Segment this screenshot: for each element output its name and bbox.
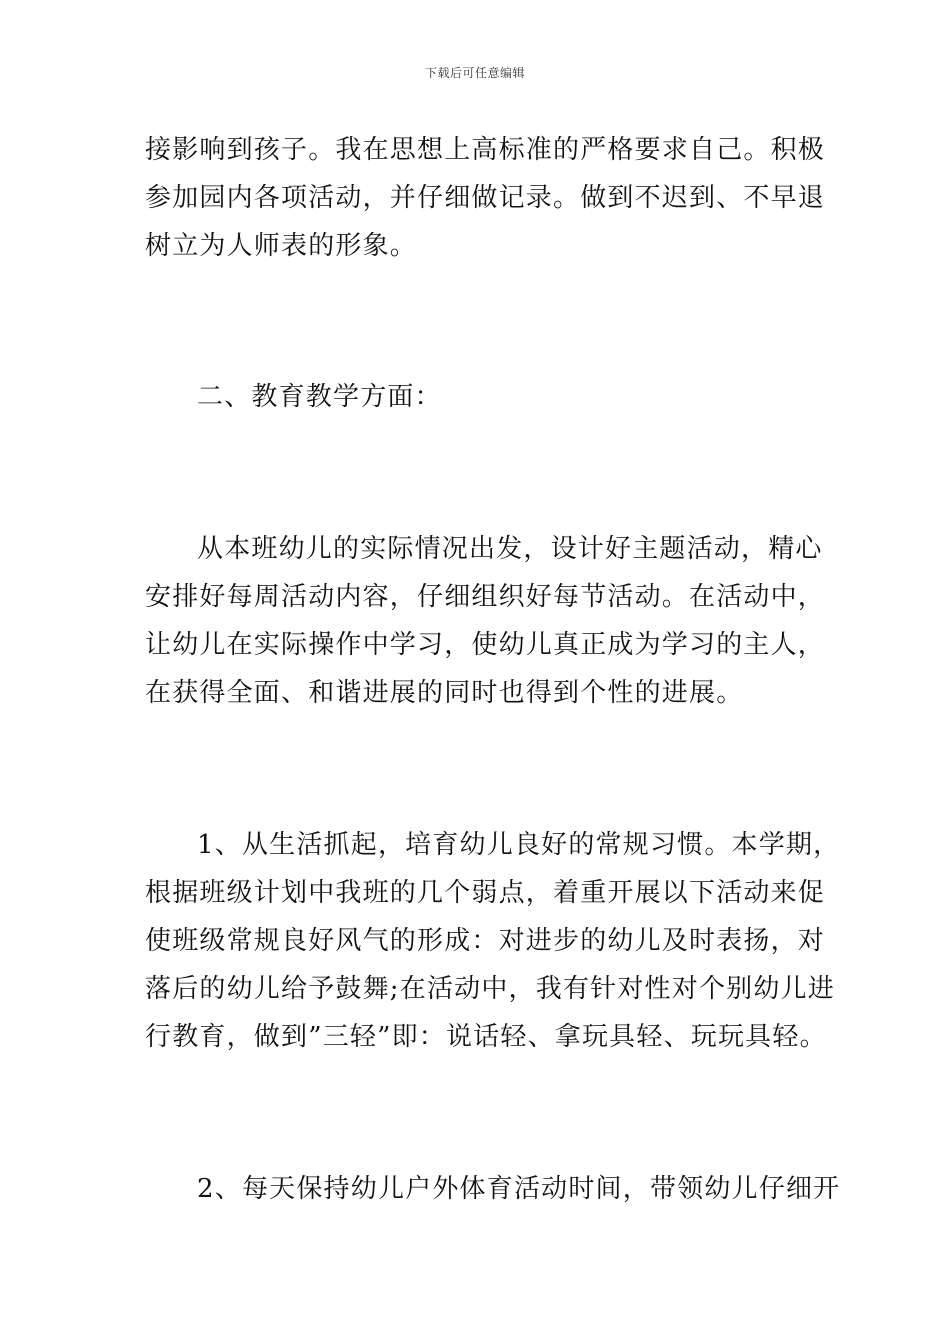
paragraph-line: 2、每天保持幼儿户外体育活动时间，带领幼儿仔细开 [197, 1174, 841, 1204]
paragraph-2 [145, 525, 826, 717]
paragraph-3 [145, 821, 841, 1061]
paragraph-line: 参加园内各项活动，并仔细做记录。做到不迟到、不早退 [145, 183, 826, 213]
paragraph-line: 行教育，做到”三轻”即：说话轻、拿玩具轻、玩玩具轻。 [145, 1022, 827, 1052]
section-heading-text: 二、教育教学方面： [197, 382, 442, 412]
paragraph-line: 让幼儿在实际操作中学习，使幼儿真正成为学习的主人， [145, 630, 826, 660]
paragraph-1 [145, 126, 826, 270]
paragraph-line: 根据班级计划中我班的几个弱点，着重开展以下活动来促 [145, 878, 826, 908]
paragraph-line: 接影响到孩子。我在思想上高标准的严格要求自己。积极 [145, 135, 826, 165]
paragraph-line: 在获得全面、和谐进展的同时也得到个性的进展。 [145, 678, 744, 708]
paragraph-line: 1、从生活抓起，培育幼儿良好的常规习惯。本学期， [197, 830, 841, 860]
paragraph-line: 落后的幼儿给予鼓舞;在活动中，我有针对性对个别幼儿进 [145, 974, 835, 1004]
paragraph-line: 安排好每周活动内容，仔细组织好每节活动。在活动中， [145, 582, 826, 612]
page-header: 下载后可任意编辑 [424, 66, 525, 80]
section-heading-teaching [145, 373, 810, 421]
paragraph-line: 从本班幼儿的实际情况出发，设计好主题活动，精心 [197, 534, 823, 564]
paragraph-line: 使班级常规良好风气的形成：对进步的幼儿及时表扬，对 [145, 926, 826, 956]
paragraph-line: 树立为人师表的形象。 [145, 231, 418, 261]
paragraph-4 [145, 1165, 841, 1213]
